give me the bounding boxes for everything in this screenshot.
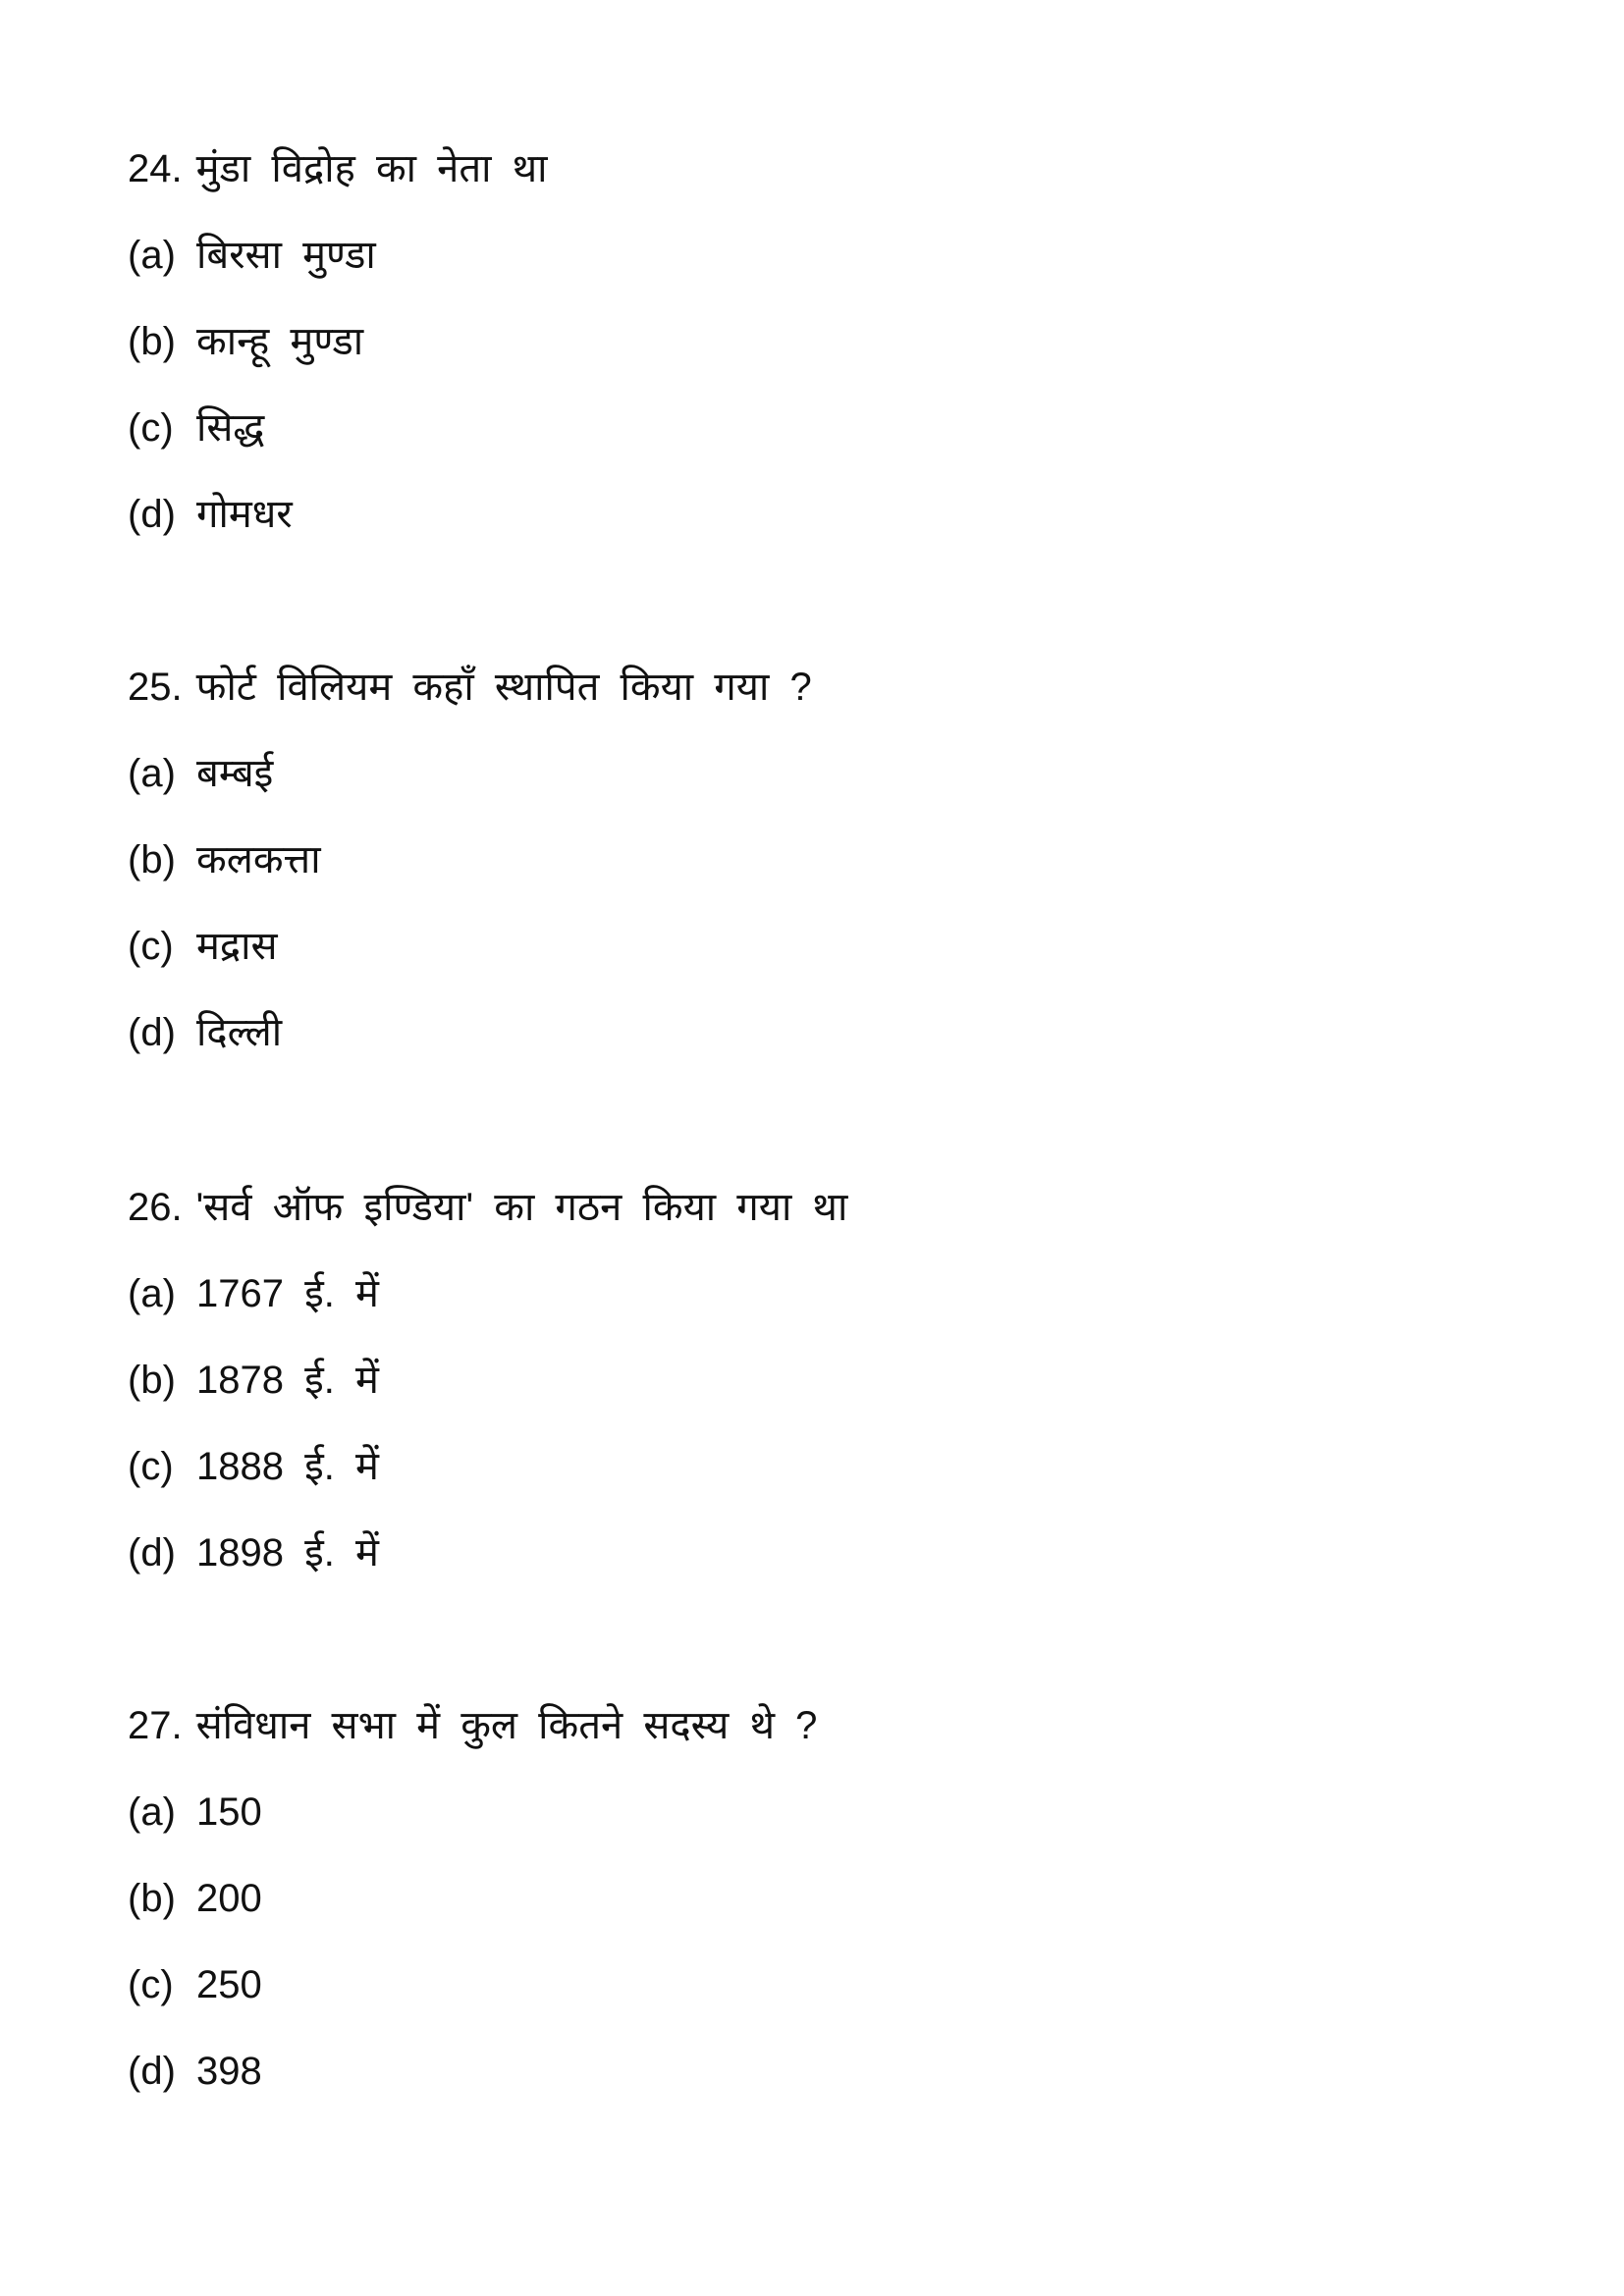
option-label: (b) [128,1877,176,1920]
option-c [128,1942,1502,2028]
option-a [128,1251,1502,1337]
option-text: 1898 ई. में [196,1531,379,1575]
option-a [128,212,1502,298]
question-heading [128,126,1502,212]
option-b [128,298,1502,385]
option-text: 398 [196,2050,262,2093]
option-b [128,817,1502,903]
question-heading [128,1682,1502,1769]
option-label: (d) [128,2050,176,2093]
option-text: कान्हू मुण्डा [196,320,364,363]
option-text: दिल्ली [196,1011,283,1054]
option-b [128,1855,1502,1942]
question-26 [128,1164,1502,1596]
question-number: 27. [128,1704,183,1747]
question-heading [128,644,1502,730]
option-text: मद्रास [196,925,278,968]
option-text: 200 [196,1877,262,1920]
question-text: 'सर्व ऑफ इण्डिया' का गठन किया गया था [195,1186,848,1229]
option-d [128,1510,1502,1596]
option-text: बम्बई [196,752,274,795]
option-label: (c) [128,925,174,968]
option-label: (c) [128,1445,174,1488]
option-label: (d) [128,1011,176,1054]
question-text: मुंडा विद्रोह का नेता था [195,147,548,190]
option-label: (b) [128,1359,176,1402]
option-label: (a) [128,1790,176,1834]
option-c [128,1423,1502,1510]
option-c [128,385,1502,471]
option-text: 250 [196,1963,262,2006]
question-27 [128,1682,1502,2114]
question-text: संविधान सभा में कुल कितने सदस्य थे ? [195,1704,818,1747]
option-text: गोमधर [196,493,293,536]
option-label: (b) [128,838,176,881]
question-text: फोर्ट विलियम कहाँ स्थापित किया गया ? [195,666,812,709]
question-25 [128,644,1502,1076]
question-number: 25. [128,666,183,709]
option-c [128,903,1502,989]
option-text: कलकत्ता [196,838,321,881]
question-heading [128,1164,1502,1251]
option-text: 1767 ई. में [196,1272,379,1315]
question-number: 24. [128,147,183,190]
option-label: (d) [128,493,176,536]
option-d [128,471,1502,558]
option-text: सिद्ध [196,406,265,450]
option-label: (a) [128,1272,176,1315]
option-d [128,989,1502,1076]
option-d [128,2028,1502,2114]
question-number: 26. [128,1186,183,1229]
option-label: (a) [128,752,176,795]
option-label: (d) [128,1531,176,1575]
option-label: (a) [128,234,176,277]
option-text: 1878 ई. में [196,1359,379,1402]
option-a [128,1769,1502,1855]
option-a [128,730,1502,817]
question-24 [128,126,1502,558]
option-text: 1888 ई. में [196,1445,379,1488]
option-label: (c) [128,1963,174,2006]
option-b [128,1337,1502,1423]
option-label: (b) [128,320,176,363]
option-text: बिरसा मुण्डा [196,234,376,277]
option-label: (c) [128,406,174,450]
option-text: 150 [196,1790,262,1834]
